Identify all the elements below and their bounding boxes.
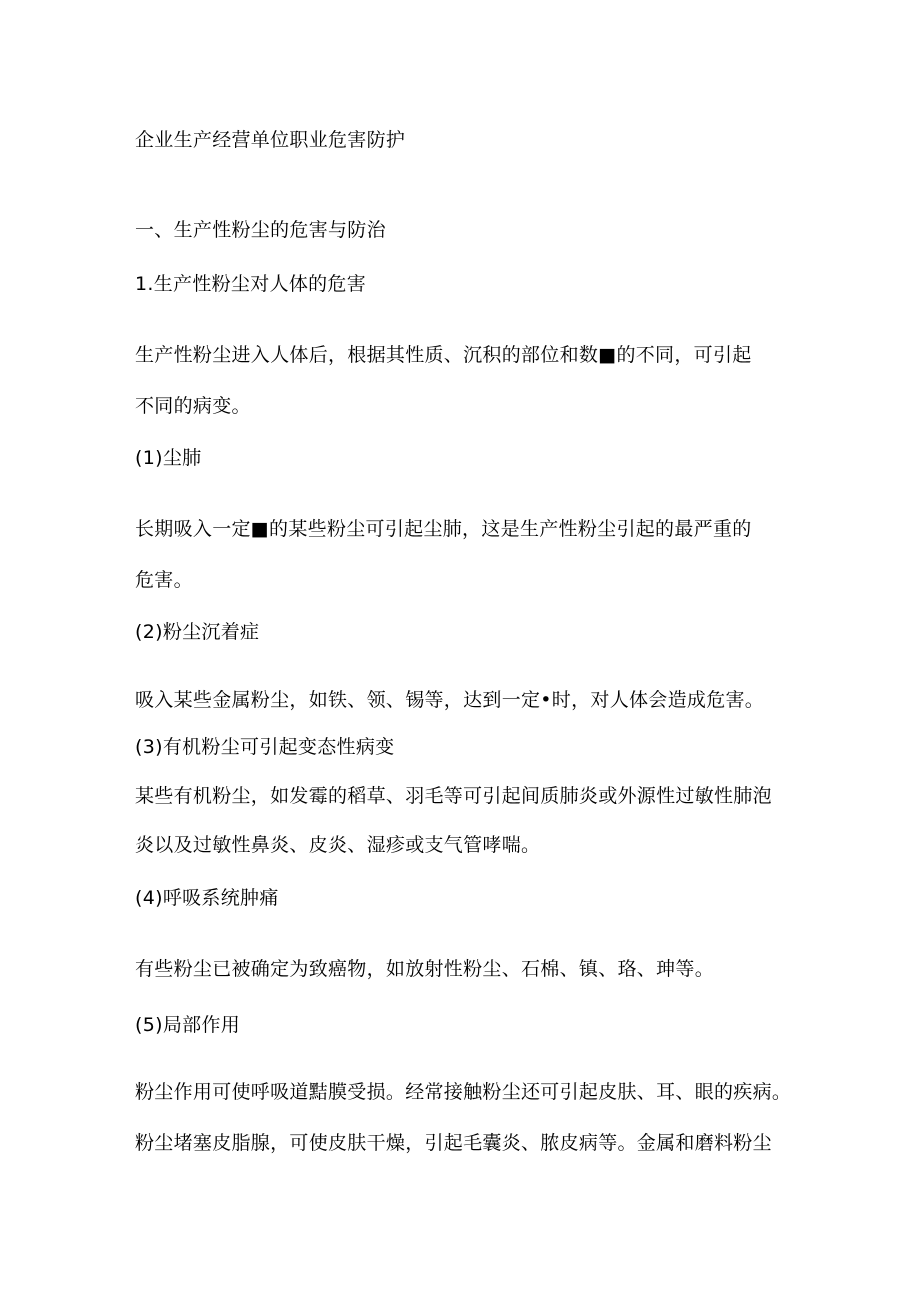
item-3-text-line-1: 某些有机粉尘，如发霉的稻草、羽毛等可引起间质肺炎或外源性过敏性肺泡	[135, 785, 772, 807]
item-2-heading: (2)粉尘沉着症	[135, 621, 260, 643]
item-5-text-line-1: 粉尘作用可使呼吸道黠膜受损。经常接触粉尘还可引起皮肤、耳、眼的疾病。	[135, 1081, 792, 1103]
item-5-text-line-2: 粉尘堵塞皮脂腺，可使皮肤干燥，引起毛囊炎、脓皮病等。金属和磨料粉尘	[135, 1132, 772, 1154]
item-4-heading: (4)呼吸系统肿痛	[135, 887, 279, 909]
document-title: 企业生产经营单位职业危害防护	[135, 129, 406, 151]
item-3-heading: (3)有机粉尘可引起变态性病变	[135, 736, 395, 758]
item-1-text-line-2: 危害。	[135, 569, 193, 591]
item-5-heading: (5)局部作用	[135, 1014, 241, 1036]
item-1-heading: (1)尘肺	[135, 447, 202, 469]
intro-paragraph-line-1: 生产性粉尘进入人体后，根据其性质、沉积的部位和数■的不同，可引起	[135, 344, 752, 366]
item-4-text-line-1: 有些粉尘已被确定为致癌物，如放射性粉尘、石棉、镇、珞、珅等。	[135, 958, 715, 980]
intro-paragraph-line-2: 不同的病变。	[135, 395, 251, 417]
item-3-text-line-2: 炎以及过敏性鼻炎、皮炎、湿疹或支气管哮喘。	[135, 834, 541, 856]
subsection-heading: 1.生产性粉尘对人体的危害	[135, 273, 367, 295]
section-heading: 一、生产性粉尘的危害与防治	[135, 219, 386, 241]
item-2-text-line-1: 吸入某些金属粉尘，如铁、领、锡等，达到一定•时，对人体会造成危害。	[135, 689, 765, 711]
item-1-text-line-1: 长期吸入一定■的某些粉尘可引起尘肺，这是生产性粉尘引起的最严重的	[135, 518, 752, 540]
